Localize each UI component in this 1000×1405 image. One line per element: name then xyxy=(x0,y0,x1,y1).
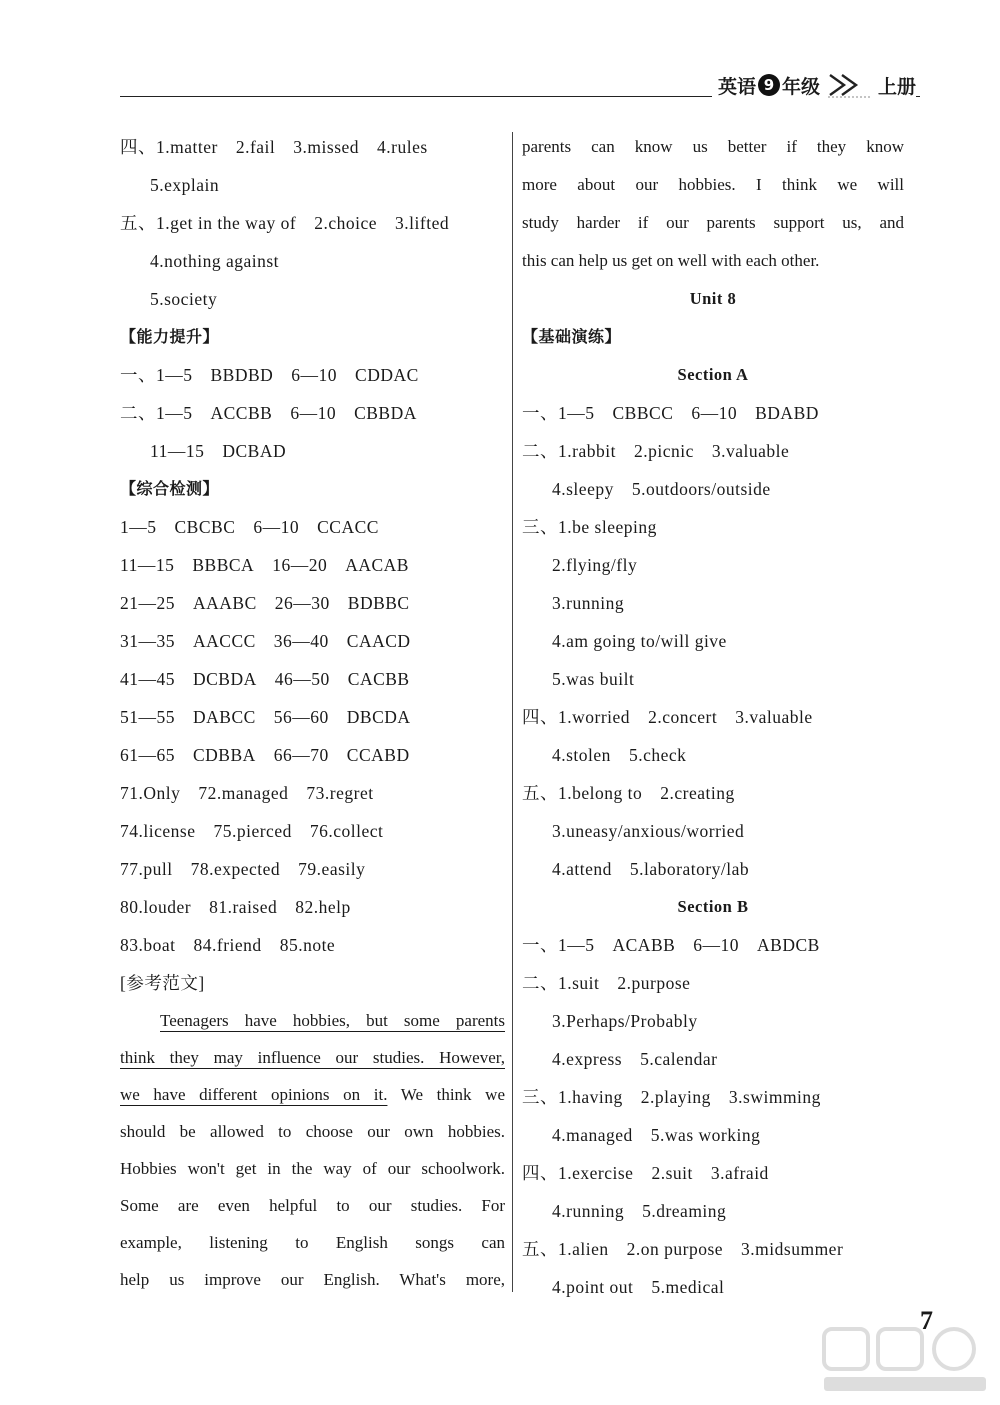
section-heading: 【综合检测】 xyxy=(120,479,220,498)
answer-line: 11—15 BBBCA 16—20 AACAB xyxy=(120,555,409,575)
left-column xyxy=(120,128,505,1298)
section-heading: 【能力提升】 xyxy=(120,327,220,346)
answer-line: 四、1.matter 2.fail 3.missed 4.rules xyxy=(120,137,428,157)
answer-line: 71.Only 72.managed 73.regret xyxy=(120,783,374,803)
answer-line: 3.Perhaps/Probably xyxy=(552,1011,698,1031)
essay-line: should be allowed to choose our own hobbies. xyxy=(120,1122,505,1141)
answer-line: 4.managed 5.was working xyxy=(552,1125,761,1145)
essay-line: example, listening to English songs can xyxy=(120,1233,505,1252)
answer-line: 4.running 5.dreaming xyxy=(552,1201,727,1221)
answer-line: 83.boat 84.friend 85.note xyxy=(120,935,336,955)
answer-line: 一、1—5 CBBCC 6—10 BDABD xyxy=(522,403,819,423)
header-grade: 年级 xyxy=(781,75,820,98)
answer-line: 5.explain xyxy=(150,175,220,195)
header-volume: 上册 xyxy=(877,75,916,98)
section-heading: 【基础演练】 xyxy=(522,327,622,346)
answer-line: 74.license 75.pierced 76.collect xyxy=(120,821,384,841)
answer-line: 二、1—5 ACCBB 6—10 CBBDA xyxy=(120,403,417,423)
header-subject: 英语 xyxy=(717,75,756,98)
double-chevron-icon xyxy=(826,72,872,98)
answer-line: 31—35 AACCC 36—40 CAACD xyxy=(120,631,411,651)
answer-line: 11—15 DCBAD xyxy=(150,441,287,461)
answer-line: 4.stolen 5.check xyxy=(552,745,687,765)
page-header xyxy=(120,72,920,102)
right-column xyxy=(522,128,904,1306)
header-title xyxy=(712,72,916,98)
essay-line: help us improve our English. What's more, xyxy=(120,1270,505,1289)
essay-line: more about our hobbies. I think we will xyxy=(522,175,904,194)
answer-line: 一、1—5 ACABB 6—10 ABDCB xyxy=(522,935,820,955)
page-number: 7 xyxy=(920,1306,933,1335)
answer-line: 80.louder 81.raised 82.help xyxy=(120,897,351,917)
answer-line: 一、1—5 BBDBD 6—10 CDDAC xyxy=(120,365,419,385)
essay-line: Some are even helpful to our studies. For xyxy=(120,1196,505,1215)
essay-line: we have different opinions on it. We think we xyxy=(120,1085,505,1104)
answer-line: 3.uneasy/anxious/worried xyxy=(552,821,745,841)
section-a-title: Section A xyxy=(677,365,749,384)
essay-line: Hobbies won't get in the way of our schoolwork. xyxy=(120,1159,505,1178)
answer-line: 4.sleepy 5.outdoors/outside xyxy=(552,479,771,499)
answer-line: 1—5 CBCBC 6—10 CCACC xyxy=(120,517,379,537)
answer-line: 61—65 CDBBA 66—70 CCABD xyxy=(120,745,410,765)
answer-line: 51—55 DABCC 56—60 DBCDA xyxy=(120,707,411,727)
answer-line: 41—45 DCBDA 46—50 CACBB xyxy=(120,669,410,689)
answer-line: 4.express 5.calendar xyxy=(552,1049,718,1069)
answer-line: 五、1.alien 2.on purpose 3.midsummer xyxy=(522,1239,844,1259)
essay-line: study harder if our parents support us, and xyxy=(522,213,904,232)
answer-line: 四、1.worried 2.concert 3.valuable xyxy=(522,707,813,727)
answer-line: 四、1.exercise 2.suit 3.afraid xyxy=(522,1163,769,1183)
answer-line: 5.society xyxy=(150,289,218,309)
answer-line: 三、1.be sleeping xyxy=(522,517,657,537)
section-heading-sample: [参考范文] xyxy=(120,973,205,993)
essay-line: parents can know us better if they know xyxy=(522,137,904,156)
essay-line: Teenagers have hobbies, but some parents xyxy=(160,1011,505,1030)
answer-line: 77.pull 78.expected 79.easily xyxy=(120,859,366,879)
answer-line: 4.nothing against xyxy=(150,251,280,271)
essay-line: this can help us get on well with each other. xyxy=(522,251,820,270)
answer-line: 三、1.having 2.playing 3.swimming xyxy=(522,1087,821,1107)
answer-line: 21—25 AAABC 26—30 BDBBC xyxy=(120,593,410,613)
unit-title: Unit 8 xyxy=(689,289,737,308)
answer-line: 五、1.belong to 2.creating xyxy=(522,783,735,803)
answer-line: 二、1.rabbit 2.picnic 3.valuable xyxy=(522,441,790,461)
answer-line: 4.attend 5.laboratory/lab xyxy=(552,859,750,879)
answer-line: 二、1.suit 2.purpose xyxy=(522,973,691,993)
answer-line: 3.running xyxy=(552,593,625,613)
answer-line: 五、1.get in the way of 2.choice 3.lifted xyxy=(120,213,450,233)
watermark-logo-icon xyxy=(820,1325,990,1395)
answer-line: 5.was built xyxy=(552,669,635,689)
answer-line: 4.point out 5.medical xyxy=(552,1277,725,1297)
column-divider xyxy=(512,132,513,1292)
answer-line: 2.flying/fly xyxy=(552,555,638,575)
section-b-title: Section B xyxy=(677,897,749,916)
answer-line: 4.am going to/will give xyxy=(552,631,727,651)
grade-circle: 9 xyxy=(758,74,780,96)
essay-line: think they may influence our studies. However, xyxy=(120,1048,505,1067)
